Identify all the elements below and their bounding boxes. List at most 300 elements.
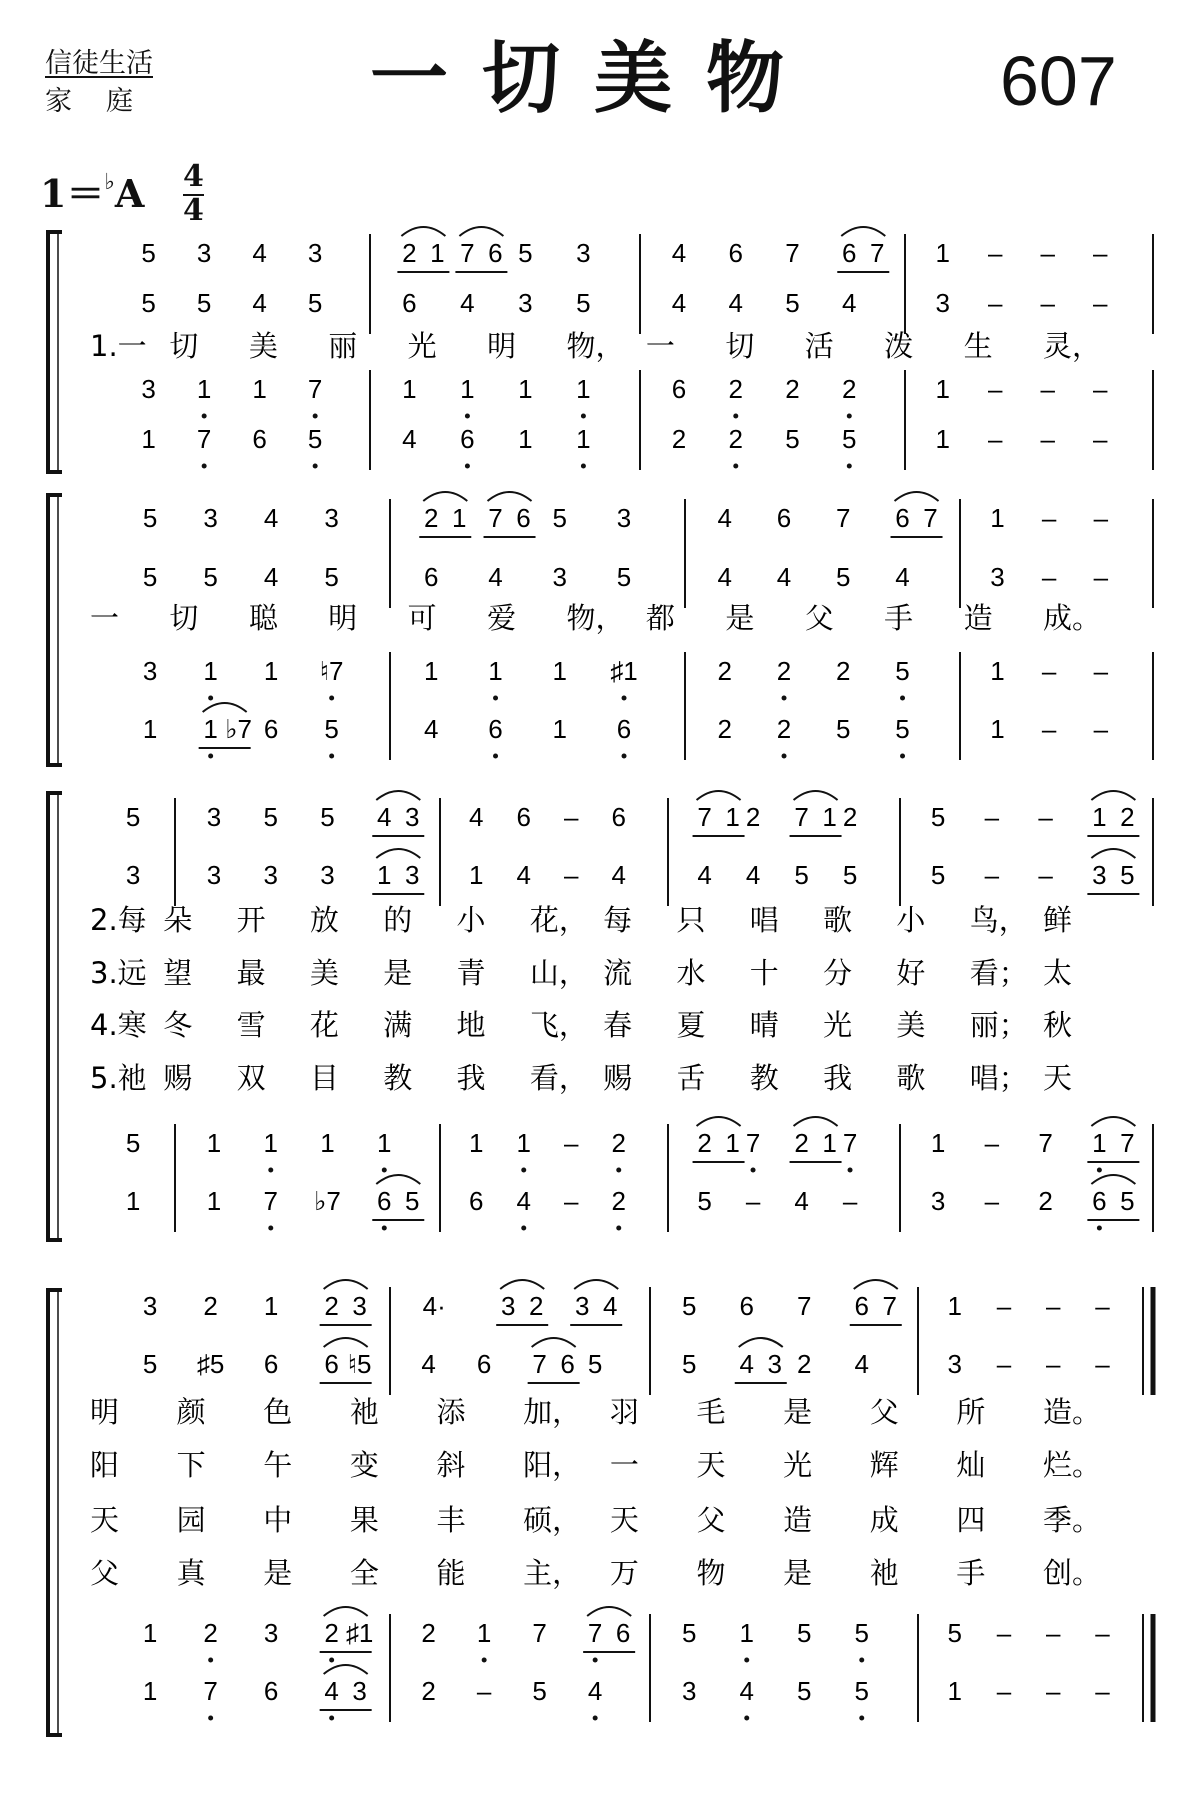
note: 3 — [930, 1186, 946, 1216]
lyric-syllable: 加， — [523, 1395, 582, 1429]
octave-dot — [202, 414, 207, 419]
note: 4 — [745, 860, 761, 890]
lyric-syllable: 手 — [884, 601, 914, 635]
note: 1 — [822, 802, 837, 832]
note: 5 — [797, 1618, 812, 1648]
note: 5 — [203, 562, 218, 592]
lyric-syllable: 鸟， — [969, 903, 1028, 937]
octave-dot — [521, 1226, 526, 1231]
lyric-syllable: 灿 — [956, 1448, 986, 1482]
note: – — [988, 288, 1003, 318]
system-bracket — [48, 793, 62, 1240]
lyric-syllable: 成 — [869, 1503, 899, 1537]
note: 6 — [671, 374, 687, 404]
lyric-syllable: 1.一 — [90, 329, 147, 363]
octave-dot — [465, 414, 470, 419]
lyric-syllable: 5.祂 — [90, 1061, 147, 1095]
octave-dot — [859, 1658, 864, 1663]
lyric-syllable: 祂 — [869, 1556, 899, 1590]
slur — [1091, 1175, 1135, 1184]
note: 1 — [990, 656, 1005, 686]
note: 6 — [728, 238, 744, 268]
note: 5 — [842, 424, 857, 454]
note: 2 — [728, 424, 744, 454]
lyric-syllable: 小 — [896, 903, 926, 937]
octave-dot — [593, 1716, 598, 1721]
note: 6 — [263, 714, 279, 744]
note: 1 — [263, 656, 279, 686]
lyric-syllable: 是 — [783, 1395, 813, 1429]
octave-dot — [521, 1168, 526, 1173]
note: 1 — [430, 238, 445, 268]
note: 1 — [252, 374, 267, 404]
lyric-syllable: 切 — [169, 329, 199, 363]
note: 5 — [842, 860, 858, 890]
octave-dot — [593, 1658, 598, 1663]
lyric-syllable: 一 — [609, 1448, 639, 1482]
note: 4 — [739, 1676, 754, 1706]
note: 1 — [739, 1618, 754, 1648]
octave-dot — [848, 1168, 853, 1173]
note: 4 — [842, 288, 857, 318]
note: 6 — [402, 288, 417, 318]
lyric-syllable: 父 — [696, 1503, 726, 1537]
note: 1 — [377, 860, 392, 890]
lyric-syllable: 美 — [896, 1008, 926, 1042]
note: 5 — [794, 860, 809, 890]
note: 6 — [615, 1618, 631, 1648]
octave-dot — [329, 696, 334, 701]
slur — [794, 1117, 838, 1126]
octave-dot — [493, 696, 498, 701]
note: 5 — [854, 1676, 869, 1706]
octave-dot — [744, 1658, 749, 1663]
score-system-1 — [48, 227, 1153, 472]
note: 1 — [488, 656, 503, 686]
note: 2 — [421, 1618, 436, 1648]
slur — [697, 1117, 741, 1126]
lyric-syllable: 祂 — [349, 1395, 379, 1429]
slur — [376, 849, 420, 858]
note: 5 — [125, 1128, 141, 1158]
lyric-syllable: 最 — [236, 956, 266, 990]
note: 1 — [822, 1128, 837, 1158]
note: 2 — [402, 238, 417, 268]
note: 1 — [142, 1618, 158, 1648]
note: – — [842, 1186, 858, 1216]
lyric-syllable: 秋 — [1043, 1008, 1073, 1042]
octave-dot — [382, 1226, 387, 1231]
octave-dot — [208, 1658, 213, 1663]
lyric-syllable: 明 — [487, 329, 517, 363]
lyric-syllable: 光 — [783, 1448, 813, 1482]
note: 4 — [739, 1349, 754, 1379]
note: – — [996, 1349, 1012, 1379]
note: 3 — [1092, 860, 1107, 890]
note: 2 — [611, 1128, 626, 1158]
note: 2 — [785, 374, 800, 404]
note: 1 — [141, 424, 156, 454]
score-system-2 — [48, 492, 1153, 765]
lyric-syllable: 全 — [349, 1556, 379, 1590]
note: – — [1046, 1676, 1061, 1706]
note: – — [1041, 714, 1057, 744]
note: 4 — [488, 562, 503, 592]
note: 4 — [717, 562, 733, 592]
slur — [587, 1607, 631, 1616]
note: 2 — [776, 714, 792, 744]
lyric-syllable: 爱 — [487, 601, 517, 635]
octave-dot — [581, 464, 586, 469]
octave-dot — [622, 696, 627, 701]
note: 4 — [252, 288, 267, 318]
slur — [1091, 849, 1135, 858]
octave-dot — [847, 464, 852, 469]
note: 7 — [460, 238, 475, 268]
lyric-syllable: 中 — [263, 1503, 293, 1537]
lyric-syllable: 雪 — [236, 1008, 266, 1042]
system-bracket — [48, 1290, 62, 1735]
slur — [532, 1338, 576, 1347]
lyric-syllable: 可 — [407, 601, 437, 635]
lyric-syllable: 只 — [676, 903, 706, 937]
lyric-syllable: 天 — [90, 1503, 120, 1537]
lyric-syllable: 毛 — [696, 1395, 726, 1429]
lyric-syllable: 主， — [523, 1556, 582, 1590]
note: 3 — [141, 374, 156, 404]
lyric-syllable: 生 — [963, 329, 993, 363]
note: – — [1040, 424, 1055, 454]
octave-dot — [382, 1168, 387, 1173]
note: 6 — [488, 238, 503, 268]
octave-dot — [493, 754, 498, 759]
note: 1 — [203, 714, 218, 744]
lyric-syllable: 造 — [963, 601, 993, 635]
hymn-number: 607 — [1000, 42, 1117, 120]
note: 2 — [1120, 802, 1135, 832]
octave-dot — [329, 754, 334, 759]
note: 1 — [935, 374, 950, 404]
slur — [203, 703, 247, 712]
note: 2 — [324, 1618, 339, 1648]
lyric-syllable: 颜 — [176, 1395, 206, 1429]
note: 6 — [252, 424, 267, 454]
note: 4 — [263, 562, 279, 592]
category-label-primary: 信徒生活 — [45, 48, 153, 79]
note: 5 — [1120, 1186, 1135, 1216]
octave-dot — [847, 414, 852, 419]
note: – — [1046, 1618, 1061, 1648]
octave-dot — [465, 464, 470, 469]
note: 1 — [990, 714, 1005, 744]
note: 2 — [717, 656, 733, 686]
lyric-syllable: 一 — [90, 601, 120, 635]
note: 1 — [203, 656, 218, 686]
note: 1 — [263, 1128, 279, 1158]
note: – — [1041, 562, 1057, 592]
note: 3 — [196, 238, 212, 268]
lyric-syllable: 我 — [456, 1061, 486, 1095]
slur — [376, 791, 420, 800]
note: 3 — [142, 1291, 158, 1321]
lyric-syllable: 开 — [236, 903, 266, 937]
lyric-syllable: 是 — [263, 1556, 293, 1590]
note: – — [984, 860, 1000, 890]
lyric-syllable: 飞， — [529, 1008, 588, 1042]
octave-dot — [329, 1716, 334, 1721]
lyric-syllable: 放 — [309, 903, 339, 937]
note: 6 — [739, 1291, 754, 1321]
note: 2 — [717, 714, 733, 744]
note: – — [1093, 503, 1109, 533]
lyric-syllable: 目 — [309, 1061, 339, 1095]
note: – — [564, 1128, 579, 1158]
note: 5 — [518, 238, 533, 268]
note: 4 — [516, 1186, 531, 1216]
note: – — [1040, 288, 1055, 318]
note: 4 — [697, 860, 712, 890]
note: 3 — [307, 238, 323, 268]
lyric-syllable: 阳， — [523, 1448, 582, 1482]
lyric-syllable: 灵， — [1043, 329, 1102, 363]
note: 3 — [125, 860, 141, 890]
lyric-syllable: 四 — [956, 1503, 986, 1537]
note: 3 — [263, 860, 279, 890]
note: 5 — [682, 1349, 697, 1379]
lyric-syllable: 小 — [456, 903, 486, 937]
note: 6 — [1092, 1186, 1107, 1216]
note: – — [984, 802, 1000, 832]
note: – — [988, 424, 1003, 454]
key-note: A — [114, 171, 145, 216]
note: 1 — [518, 374, 533, 404]
lyric-syllable: 是 — [725, 601, 755, 635]
note: 5 — [307, 288, 323, 318]
note: 5 — [947, 1618, 963, 1648]
note: 3 — [352, 1291, 367, 1321]
note: ♭7 — [225, 714, 253, 744]
lyric-syllable: 物 — [696, 1556, 726, 1590]
note: 5 — [1120, 860, 1135, 890]
note: – — [984, 1186, 1000, 1216]
octave-dot — [313, 464, 318, 469]
lyric-syllable: 我 — [823, 1061, 853, 1095]
lyric-syllable: 果 — [349, 1503, 379, 1537]
lyric-syllable: 父 — [869, 1395, 899, 1429]
flat-sign: ♭ — [104, 170, 115, 195]
lyric-syllable: 望 — [163, 956, 193, 990]
note: 1 — [518, 424, 533, 454]
note: 1 — [424, 656, 439, 686]
lyric-syllable: 聪 — [248, 601, 278, 635]
note: 6 — [377, 1186, 392, 1216]
note: 1 — [402, 374, 417, 404]
note: – — [1040, 374, 1055, 404]
note: 1 — [460, 374, 475, 404]
note: – — [1093, 424, 1108, 454]
note: 6 — [560, 1349, 575, 1379]
note: 7 — [532, 1349, 547, 1379]
lyric-syllable: 水 — [676, 956, 706, 990]
note: 1 — [935, 424, 950, 454]
note: 1 — [516, 1128, 531, 1158]
lyric-syllable: 天 — [609, 1503, 639, 1537]
note: 4 — [895, 562, 910, 592]
note: 1 — [476, 1618, 492, 1648]
lyric-syllable: 丽； — [969, 1008, 1028, 1042]
note: 1 — [930, 1128, 946, 1158]
lyric-syllable: 季。 — [1043, 1503, 1102, 1537]
lyric-syllable: 天 — [696, 1448, 726, 1482]
note: 3 — [947, 1349, 963, 1379]
lyric-syllable: 创。 — [1043, 1556, 1102, 1590]
note: 4· — [422, 1291, 446, 1321]
note: – — [1095, 1618, 1110, 1648]
note: 2 — [611, 1186, 626, 1216]
lyric-syllable: 冬 — [163, 1008, 193, 1042]
note: 7 — [1120, 1128, 1135, 1158]
lyric-syllable: 万 — [609, 1556, 639, 1590]
note: – — [1041, 656, 1057, 686]
lyric-syllable: 下 — [176, 1448, 206, 1482]
time-signature-bottom: 4 — [183, 193, 204, 228]
octave-dot — [329, 1658, 334, 1663]
lyric-syllable: 夏 — [676, 1008, 706, 1042]
note: 7 — [842, 1128, 858, 1158]
note: 5 — [682, 1291, 697, 1321]
note: ♮5 — [347, 1349, 372, 1379]
note: 1 — [725, 1128, 740, 1158]
note: 5 — [854, 1618, 869, 1648]
note: – — [1095, 1291, 1110, 1321]
slur — [324, 1665, 368, 1674]
lyric-syllable: 切 — [169, 601, 199, 635]
slur — [895, 492, 939, 501]
lyric-syllable: 青 — [456, 956, 486, 990]
note: 4 — [424, 714, 439, 744]
lyric-syllable: 光 — [823, 1008, 853, 1042]
octave-dot — [208, 1716, 213, 1721]
lyric-syllable: 看； — [969, 956, 1028, 990]
note: – — [988, 238, 1003, 268]
note: – — [984, 1128, 1000, 1158]
slur — [376, 1175, 420, 1184]
note: 6 — [469, 1186, 484, 1216]
note: 2 — [528, 1291, 544, 1321]
slur — [500, 1280, 544, 1289]
lyric-syllable: 能 — [436, 1556, 466, 1590]
octave-dot — [1097, 1226, 1102, 1231]
note: 2 — [842, 374, 857, 404]
lyric-syllable: 阳 — [90, 1448, 120, 1482]
lyric-syllable: 光 — [407, 329, 437, 363]
lyric-syllable: 舌 — [676, 1061, 706, 1095]
note: 5 — [125, 802, 141, 832]
note: 3 — [206, 802, 222, 832]
lyric-syllable: 活 — [804, 329, 834, 363]
note: 5 — [142, 503, 158, 533]
octave-dot — [859, 1716, 864, 1721]
note: 6 — [842, 238, 857, 268]
note: 4 — [728, 288, 744, 318]
note: 4 — [794, 1186, 809, 1216]
lyric-syllable: 成。 — [1043, 601, 1102, 635]
octave-dot — [622, 754, 627, 759]
lyric-syllable: 鲜 — [1043, 903, 1073, 937]
note: 4 — [717, 503, 733, 533]
lyric-syllable: 都 — [645, 601, 675, 635]
octave-dot — [208, 696, 213, 701]
octave-dot — [1097, 1168, 1102, 1173]
lyric-syllable: 花 — [309, 1008, 339, 1042]
note: 5 — [324, 562, 339, 592]
key-prefix: 1＝ — [40, 171, 105, 216]
note: 1 — [1092, 1128, 1107, 1158]
note: 6 — [424, 562, 439, 592]
note: 4 — [516, 860, 531, 890]
octave-dot — [782, 754, 787, 759]
note: 6 — [516, 802, 531, 832]
note: – — [564, 860, 579, 890]
lyric-syllable: 午 — [263, 1448, 293, 1482]
note: 7 — [882, 1291, 897, 1321]
note: 7 — [1038, 1128, 1053, 1158]
note: 1 — [125, 1186, 141, 1216]
note: – — [1038, 802, 1053, 832]
note: – — [564, 1186, 579, 1216]
note: 6 — [488, 714, 503, 744]
score-system-4 — [48, 1280, 1153, 1735]
note: 7 — [797, 1291, 812, 1321]
lyric-syllable: 地 — [456, 1008, 486, 1042]
note: 5 — [141, 238, 156, 268]
note: ♮7 — [319, 656, 344, 686]
note: 3 — [203, 503, 218, 533]
note: 2 — [697, 1128, 712, 1158]
note: 4 — [377, 802, 392, 832]
octave-dot — [733, 464, 738, 469]
note: 4 — [402, 424, 417, 454]
lyric-syllable: 赐 — [603, 1061, 633, 1095]
octave-dot — [751, 1168, 756, 1173]
note: 5 — [785, 288, 800, 318]
lyric-syllable: 辉 — [869, 1448, 899, 1482]
note: 6 — [895, 503, 910, 533]
note: 7 — [785, 238, 800, 268]
note: 5 — [576, 288, 591, 318]
hymn-title: 一切美物 — [370, 33, 819, 124]
lyric-syllable: 是 — [783, 1556, 813, 1590]
slur — [841, 227, 885, 236]
note: – — [996, 1676, 1012, 1706]
note: 4 — [263, 503, 279, 533]
lyric-syllable: 晴 — [749, 1008, 779, 1042]
lyric-syllable: 父 — [90, 1556, 120, 1590]
note: 3 — [500, 1291, 516, 1321]
slur — [794, 791, 838, 800]
note: 1 — [142, 714, 158, 744]
note: 7 — [532, 1618, 547, 1648]
note: 2 — [671, 424, 687, 454]
note: 4 — [587, 1676, 603, 1706]
lyric-syllable: 丰 — [436, 1503, 466, 1537]
lyric-syllable: 所 — [956, 1395, 986, 1429]
lyric-syllable: 分 — [823, 956, 853, 990]
lyric-syllable: 山， — [529, 956, 588, 990]
note: 6 — [263, 1676, 279, 1706]
lyric-syllable: 真 — [176, 1556, 206, 1590]
note: 4 — [252, 238, 267, 268]
